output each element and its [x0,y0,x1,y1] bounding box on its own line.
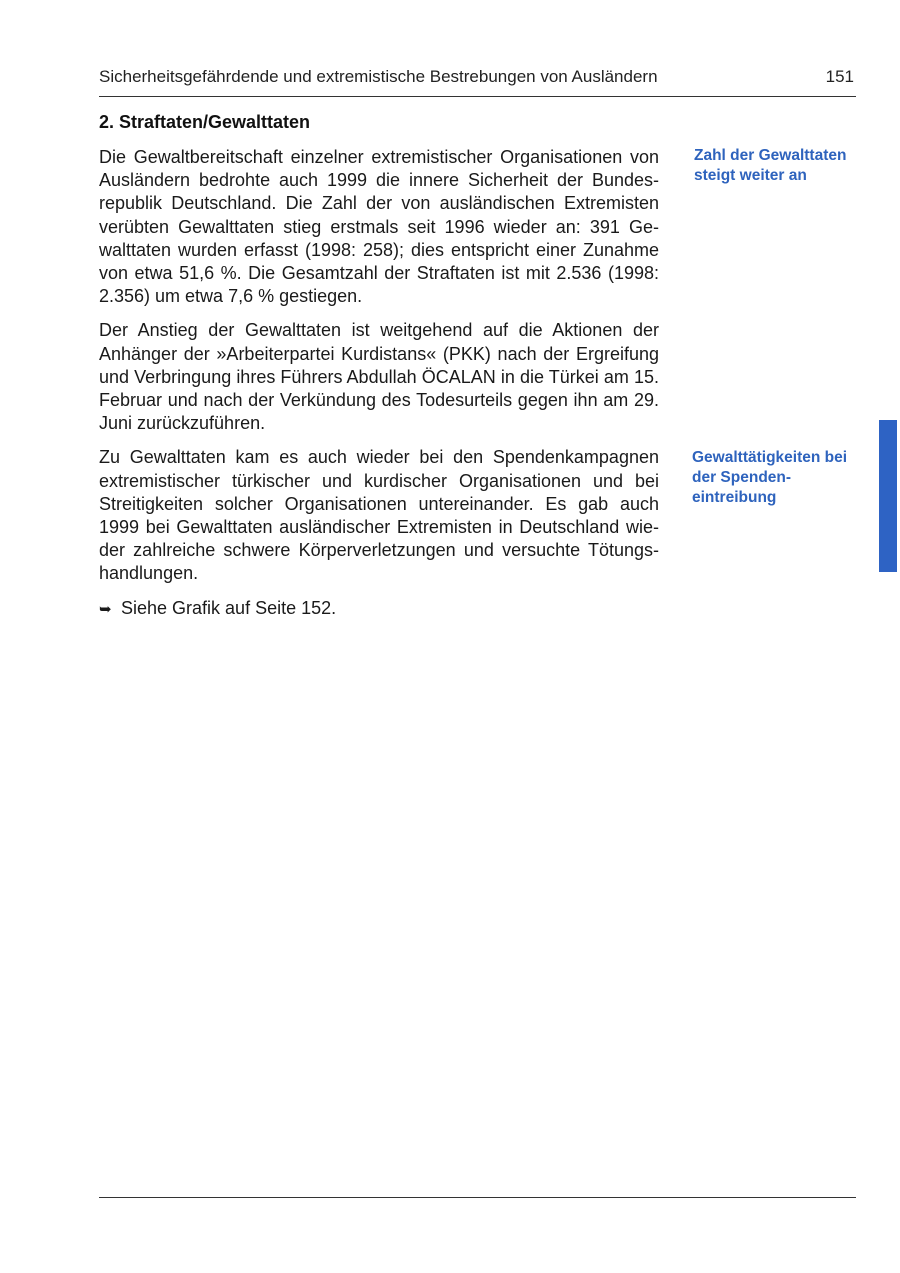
running-title: Sicherheitsgefährdende und extremistische Bestrebungen von Ausländern [99,67,658,86]
see-also-reference[interactable] [99,597,659,621]
margin-note-violence-increase: Zahl der Gewalttaten steigt weiter an [694,147,847,184]
margin-note-donation-violence: Gewalttätigkeiten bei der Spendeneintreibung [692,449,848,506]
footer-rule [99,1197,856,1198]
running-header [99,66,856,97]
see-also-text: Siehe Grafik auf Seite 152. [121,597,337,618]
chapter-thumb-tab [879,420,897,572]
paragraph-1: Die Gewaltbereitschaft einzelner extremistischer Organisationen von Ausländern bedrohte auch 1999 die innere Sicherheit der Bundesrepublik Deutschland. Die Zahl der von ausländischen Extremisten verübten Gewalttaten stieg erstmals seit 1996 wieder an: 391 Gewalttaten wurden erfasst (1998: 258); dies entspricht einer Zunahme von etwa 51,6 %. Die Gesamtzahl der Straftaten ist mit 2.536 (1998: 2.356) um etwa 7,6 % gestiegen. [99,147,659,307]
section-heading: 2. Straftaten/Gewalttaten [99,112,311,132]
arrow-right-icon: ➥ [99,600,112,618]
paragraph-3: Zu Gewalttaten kam es auch wieder bei den Spendenkampagnen extremistischer türkischer und kurdischer Organisationen und bei Streitigkeiten solcher Organisationen untereinander. Es gab auch 1999 bei Gewalttaten ausländischer Extremisten in Deutschland wieder zahlreiche schwere Körperverletzungen und versuchte Tötungshandlungen. [99,447,659,584]
main-content [99,110,659,621]
paragraph-2: Der Anstieg der Gewalttaten ist weitgehend auf die Aktionen der Anhänger der »Arbeiterpartei Kurdistans« (PKK) nach der Ergreifung und Verbringung ihres Führers Abdullah ÖCALAN in die Türkei am 15. Februar und nach der Verkündung des Todesurteils gegen ihn am 29. Juni zurückzuführen. [99,320,659,434]
page-number: 151 [825,67,854,86]
